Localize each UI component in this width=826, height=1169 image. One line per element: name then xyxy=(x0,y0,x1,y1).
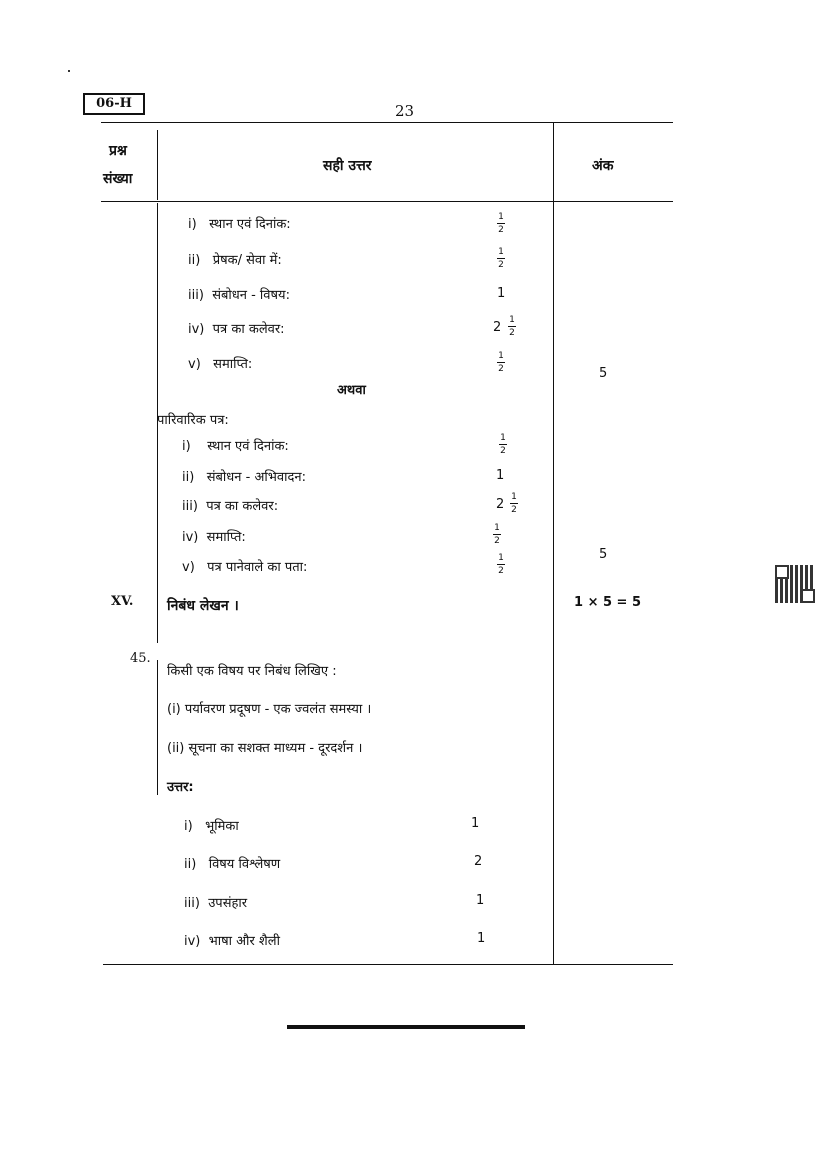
answer-label: उत्तर: xyxy=(167,780,194,795)
item-mark: 1 xyxy=(476,893,485,908)
item-text: पत्र का कलेवर: xyxy=(212,322,285,337)
item-label: iii) xyxy=(184,896,200,911)
item-mark: 1 xyxy=(496,468,505,483)
question-number: 45. xyxy=(130,651,151,666)
section-number: XV. xyxy=(111,594,134,609)
item-label: ii) xyxy=(182,470,195,485)
item-mark-whole: 2 xyxy=(496,497,505,512)
item-mark: 2 xyxy=(474,854,483,869)
col-divider-left-lower xyxy=(157,660,158,795)
col-divider-right xyxy=(553,122,554,964)
item-mark-half: 1 2 xyxy=(498,247,504,270)
item-text: स्थान एवं दिनांक: xyxy=(207,439,289,454)
formal-letter-total: 5 xyxy=(599,366,608,381)
question-option: (i) पर्यावरण प्रदूषण - एक ज्वलंत समस्या । xyxy=(167,702,372,717)
header-marks: अंक xyxy=(592,158,614,174)
item-label: i) xyxy=(184,819,193,834)
item-label: ii) xyxy=(188,253,201,268)
list-item xyxy=(184,854,280,872)
item-mark-whole: 2 xyxy=(493,320,502,335)
item-text: भूमिका xyxy=(205,819,239,834)
list-item xyxy=(182,467,306,485)
list-item xyxy=(182,527,246,545)
table-bottom-rule xyxy=(103,964,673,965)
item-mark-half: 1 2 xyxy=(511,492,517,515)
list-item xyxy=(188,319,285,337)
or-label: अथवा xyxy=(337,383,366,398)
item-mark-half: 1 2 xyxy=(498,553,504,576)
item-mark: 1 xyxy=(497,286,506,301)
item-label: iv) xyxy=(184,934,201,949)
family-letter-title: पारिवारिक पत्र: xyxy=(157,413,229,428)
item-mark: 1 xyxy=(471,816,480,831)
question-option: (ii) सूचना का सशक्त माध्यम - दूरदर्शन । xyxy=(167,741,363,756)
item-text: प्रेषक/ सेवा में: xyxy=(212,253,282,268)
table-top-rule xyxy=(101,122,673,123)
item-mark-half: 1 2 xyxy=(498,351,504,374)
paper-code: 06-H xyxy=(96,96,132,111)
item-text: विषय विश्लेषण xyxy=(208,857,281,872)
list-item xyxy=(182,436,289,454)
item-mark-half: 1 2 xyxy=(509,315,515,338)
item-text: समाप्ति: xyxy=(206,530,246,545)
item-text: भाषा और शैली xyxy=(208,934,280,949)
table-header-rule xyxy=(101,201,673,202)
item-text: स्थान एवं दिनांक: xyxy=(209,217,291,232)
family-letter-total: 5 xyxy=(599,547,608,562)
end-rule xyxy=(287,1025,525,1029)
list-item xyxy=(182,496,278,514)
list-item xyxy=(188,285,290,303)
item-label: ii) xyxy=(184,857,197,872)
item-text: संबोधन - अभिवादन: xyxy=(206,470,306,485)
list-item xyxy=(188,250,282,268)
page-number: 23 xyxy=(395,102,415,120)
paper-code-box xyxy=(83,93,145,115)
item-label: iv) xyxy=(182,530,199,545)
list-item xyxy=(182,557,307,575)
item-label: i) xyxy=(188,217,197,232)
item-label: v) xyxy=(182,560,195,575)
list-item xyxy=(184,931,280,949)
header-answer: सही उत्तर xyxy=(323,158,372,174)
item-text: उपसंहार xyxy=(208,896,248,911)
item-label: iv) xyxy=(188,322,205,337)
section-title: निबंध लेखन । xyxy=(167,598,239,614)
item-mark-half: 1 2 xyxy=(500,433,506,456)
question-prompt: किसी एक विषय पर निबंध लिखिए : xyxy=(167,664,337,679)
item-text: पत्र पानेवाले का पता: xyxy=(207,560,308,575)
item-label: v) xyxy=(188,357,201,372)
item-text: समाप्ति: xyxy=(213,357,253,372)
list-item xyxy=(184,816,239,834)
list-item xyxy=(184,893,247,911)
item-label: iii) xyxy=(182,499,198,514)
col-divider-left-header xyxy=(157,130,158,200)
item-mark-half: 1 2 xyxy=(498,212,504,235)
list-item xyxy=(188,354,252,372)
item-label: iii) xyxy=(188,288,204,303)
section-marks: 1 × 5 = 5 xyxy=(574,595,642,610)
list-item xyxy=(188,214,291,232)
item-text: संबोधन - विषय: xyxy=(212,288,290,303)
scan-dot xyxy=(68,70,70,72)
item-mark: 1 xyxy=(477,931,486,946)
qr-code-icon xyxy=(775,565,815,603)
header-question-line1: प्रश्न xyxy=(109,143,127,159)
item-text: पत्र का कलेवर: xyxy=(206,499,279,514)
item-mark-half: 1 2 xyxy=(494,523,500,546)
item-label: i) xyxy=(182,439,191,454)
header-question-line2: संख्या xyxy=(103,171,133,187)
